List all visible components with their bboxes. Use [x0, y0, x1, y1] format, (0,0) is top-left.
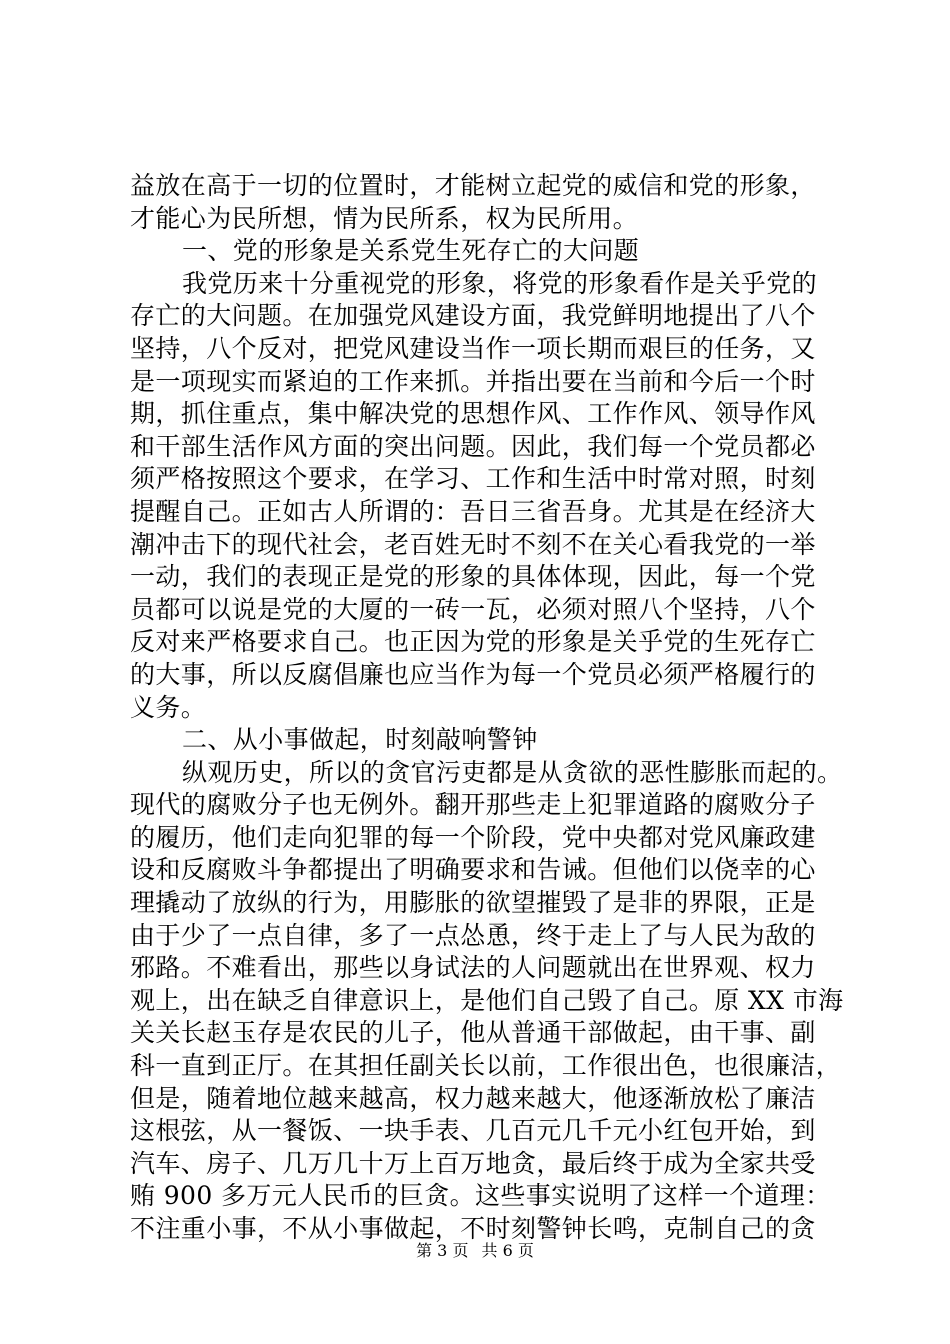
- page-footer: [0, 1241, 950, 1261]
- text-line: 和干部生活作风方面的突出问题。因此，我们每一个党员都必: [130, 431, 816, 461]
- text-line: 关关长赵玉存是农民的儿子，他从普通干部做起，由干事、副: [130, 1018, 816, 1048]
- page-count: 共 6 页: [481, 1241, 534, 1260]
- text-line: 一、党的形象是关系党生死存亡的大问题: [182, 236, 640, 266]
- document-body: [130, 170, 845, 1246]
- text-line: 贿 900 多万元人民币的巨贪。这些事实说明了这样一个道理：: [130, 1181, 831, 1211]
- text-line: 期，抓住重点，集中解决党的思想作风、工作作风、领导作风: [130, 399, 816, 429]
- text-line: 是一项现实而紧迫的工作来抓。并指出要在当前和今后一个时: [130, 366, 816, 396]
- text-line: 一动，我们的表现正是党的形象的具体体现，因此，每一个党: [130, 562, 816, 592]
- text-line: 义务。: [130, 692, 207, 722]
- text-line: 邪路。不难看出，那些以身试法的人问题就出在世界观、权力: [130, 953, 816, 983]
- text-line: 观上，出在缺乏自律意识上，是他们自己毁了自己。原 XX 市海: [130, 985, 844, 1015]
- text-line: 潮冲击下的现代社会，老百姓无时不刻不在关心看我党的一举: [130, 529, 816, 559]
- text-line: 但是，随着地位越来越高，权力越来越大，他逐渐放松了廉洁: [130, 1083, 816, 1113]
- text-line: 科一直到正厅。在其担任副关长以前，工作很出色，也很廉洁，: [130, 1051, 842, 1081]
- text-line: 现代的腐败分子也无例外。翻开那些走上犯罪道路的腐败分子: [130, 790, 816, 820]
- text-line: 存亡的大问题。在加强党风建设方面，我党鲜明地提出了八个: [130, 301, 816, 331]
- text-line: 二、从小事做起，时刻敲响警钟: [182, 725, 538, 755]
- text-line: 设和反腐败斗争都提出了明确要求和告诫。但他们以侥幸的心: [130, 855, 816, 885]
- text-line: 提醒自己。正如古人所谓的：吾日三省吾身。尤其是在经济大: [130, 496, 816, 526]
- text-line: 须严格按照这个要求，在学习、工作和生活中时常对照，时刻: [130, 464, 816, 494]
- text-line: 不注重小事，不从小事做起，不时刻警钟长鸣，克制自己的贪: [130, 1214, 816, 1243]
- text-line: 这根弦，从一餐饭、一块手表、几百元几千元小红包开始，到: [130, 1116, 816, 1146]
- text-line: 由于少了一点自律，多了一点怂恿，终于走上了与人民为敌的: [130, 920, 816, 950]
- text-line: 益放在高于一切的位置时，才能树立起党的威信和党的形象，: [130, 171, 816, 200]
- text-line: 纵观历史，所以的贪官污吏都是从贪欲的恶性膨胀而起的。: [182, 757, 843, 787]
- text-line: 理撬动了放纵的行为，用膨胀的欲望摧毁了是非的界限，正是: [130, 888, 816, 918]
- text-line: 的履历，他们走向犯罪的每一个阶段，党中央都对党风廉政建: [130, 822, 816, 852]
- text-line: 坚持，八个反对，把党风建设当作一项长期而艰巨的任务，又: [130, 333, 816, 363]
- text-line: 反对来严格要求自己。也正因为党的形象是关乎党的生死存亡: [130, 627, 816, 657]
- text-line: 员都可以说是党的大厦的一砖一瓦，必须对照八个坚持，八个: [130, 594, 816, 624]
- text-line: 汽车、房子、几万几十万上百万地贪，最后终于成为全家共受: [130, 1148, 816, 1178]
- text-line: 的大事，所以反腐倡廉也应当作为每一个党员必须严格履行的: [130, 659, 816, 689]
- text-line: 我党历来十分重视党的形象，将党的形象看作是关乎党的: [182, 268, 818, 298]
- page-number: 第 3 页: [416, 1241, 469, 1260]
- text-line: 才能心为民所想，情为民所系，权为民所用。: [130, 203, 639, 233]
